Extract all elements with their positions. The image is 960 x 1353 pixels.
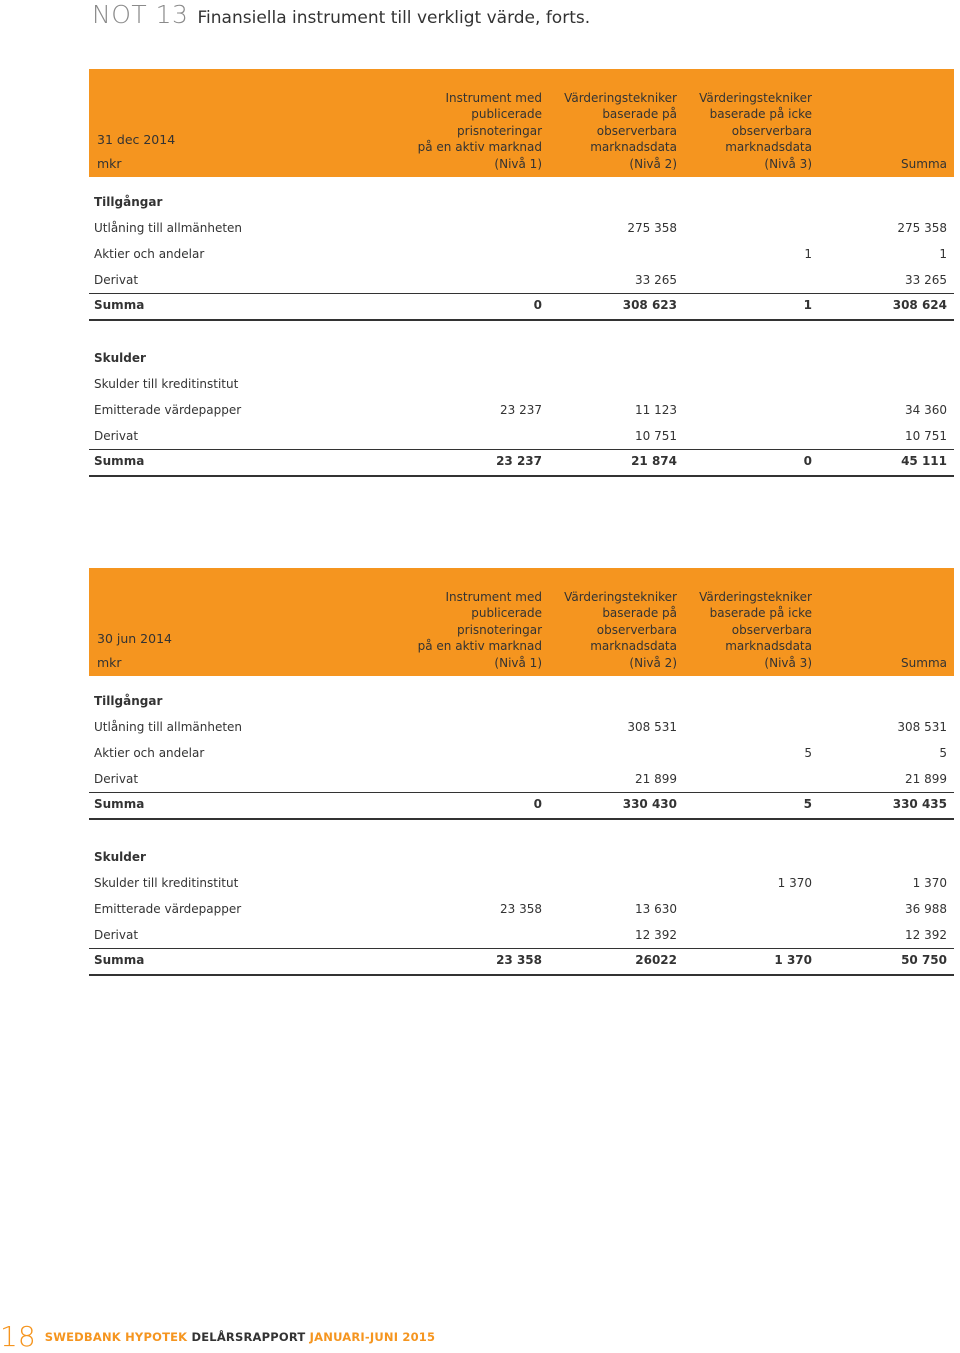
cell-n2: 10 751 (635, 429, 677, 443)
row-label: Aktier och andelar (94, 247, 205, 261)
header-level-3-line: (Nivå 3) (764, 655, 812, 670)
page-footer (0, 1320, 436, 1353)
row-label: Derivat (94, 273, 139, 287)
cell-n2: 26022 (635, 953, 677, 967)
table-row (89, 241, 954, 267)
cell-n4: 50 750 (901, 953, 947, 967)
cell-n2: 21 899 (635, 772, 677, 786)
cell-n3: 5 (803, 797, 812, 811)
footer-org: SWEDBANK HYPOTEK (44, 1329, 188, 1344)
header-level-1-line: på en aktiv marknad (417, 140, 542, 154)
sum-row (89, 449, 954, 477)
cell-n1: 0 (533, 298, 542, 312)
header-level-1-line: prisnoteringar (457, 622, 542, 637)
cell-n4: 5 (939, 746, 947, 760)
cell-n4: 36 988 (905, 902, 947, 916)
sum-row (89, 792, 954, 820)
header-level-2 (547, 589, 677, 672)
header-level-1-line: (Nivå 1) (494, 156, 542, 171)
cell-n4: 308 624 (892, 298, 947, 312)
header-level-2-line: Värderingstekniker (564, 90, 677, 105)
header-level-3-line: observerbara (731, 622, 812, 637)
footer-doc: DELÅRSRAPPORT (191, 1329, 306, 1344)
section-label: Tillgångar (94, 195, 163, 209)
header-level-1-line: publicerade (471, 606, 542, 620)
header-level-3 (682, 90, 812, 173)
header-level-3-line: Värderingstekniker (699, 90, 812, 105)
table-header (89, 568, 954, 676)
table-row (89, 397, 954, 423)
table-row (89, 922, 954, 948)
header-level-1 (382, 90, 542, 173)
row-label: Utlåning till allmänheten (94, 221, 243, 235)
cell-n3: 1 370 (777, 876, 812, 890)
cell-n4: 275 358 (897, 221, 947, 235)
cell-n1: 23 237 (500, 403, 542, 417)
row-label: Skulder till kreditinstitut (94, 377, 239, 391)
cell-n1: 23 358 (500, 902, 542, 916)
table-date: 30 jun 2014 (97, 630, 172, 646)
cell-n3: 0 (803, 454, 812, 468)
header-level-1-line: Instrument med (445, 90, 542, 105)
header-total: Summa (901, 655, 947, 670)
header-level-2-line: Värderingstekniker (564, 589, 677, 604)
cell-n1: 0 (533, 797, 542, 811)
sum-row (89, 293, 954, 321)
table-row (89, 870, 954, 896)
spacer (89, 177, 954, 189)
section-title (89, 688, 954, 714)
cell-n2: 308 531 (627, 720, 677, 734)
cell-n2: 21 874 (631, 454, 677, 468)
row-label: Utlåning till allmänheten (94, 720, 243, 734)
header-level-2-line: baserade på (602, 606, 677, 620)
cell-n4: 21 899 (905, 772, 947, 786)
cell-n2: 330 430 (622, 797, 677, 811)
cell-n1: 23 358 (496, 953, 542, 967)
header-level-2 (547, 90, 677, 173)
section-title (89, 844, 954, 870)
table-row (89, 766, 954, 792)
row-label: Summa (94, 953, 145, 967)
section-title (89, 189, 954, 215)
cell-n4: 308 531 (897, 720, 947, 734)
cell-n4: 330 435 (892, 797, 947, 811)
page-title (92, 0, 590, 30)
row-label: Emitterade värdepapper (94, 403, 242, 417)
spacer (89, 820, 954, 844)
cell-n1: 23 237 (496, 454, 542, 468)
table-row (89, 423, 954, 449)
cell-n2: 308 623 (622, 298, 677, 312)
header-level-3 (682, 589, 812, 672)
unit-label: mkr (97, 654, 122, 670)
table-row (89, 714, 954, 740)
row-label: Summa (94, 454, 145, 468)
header-level-3-line: Värderingstekniker (699, 589, 812, 604)
cell-n2: 13 630 (635, 902, 677, 916)
row-label: Summa (94, 797, 145, 811)
cell-n2: 11 123 (635, 403, 677, 417)
cell-n4: 12 392 (905, 928, 947, 942)
table-row (89, 896, 954, 922)
section-label: Skulder (94, 351, 146, 365)
footer-period: JANUARI-JUNI 2015 (309, 1329, 436, 1344)
section-title (89, 345, 954, 371)
row-label: Summa (94, 298, 145, 312)
row-label: Derivat (94, 429, 139, 443)
row-label: Derivat (94, 928, 139, 942)
header-level-3-line: baserade på icke (709, 606, 812, 620)
cell-n3: 1 (803, 298, 812, 312)
row-label: Derivat (94, 772, 139, 786)
table-row (89, 740, 954, 766)
header-level-3-line: observerbara (731, 123, 812, 138)
header-level-3-line: baserade på icke (709, 107, 812, 121)
header-level-1-line: (Nivå 1) (494, 655, 542, 670)
cell-n3: 5 (804, 746, 812, 760)
header-level-1-line: publicerade (471, 107, 542, 121)
note-title: Finansiella instrument till verkligt värde, forts. (197, 8, 591, 28)
row-label: Aktier och andelar (94, 746, 205, 760)
note-number: NOT 13 (92, 0, 189, 29)
header-level-3-line: marknadsdata (725, 140, 812, 154)
header-level-2-line: marknadsdata (590, 639, 677, 653)
header-level-2-line: observerbara (596, 622, 677, 637)
cell-n4: 1 370 (912, 876, 947, 890)
header-level-3-line: (Nivå 3) (764, 156, 812, 171)
cell-n4: 1 (939, 247, 947, 261)
cell-n4: 10 751 (905, 429, 947, 443)
section-label: Skulder (94, 850, 146, 864)
cell-n4: 34 360 (905, 403, 947, 417)
page-number: 18 (0, 1320, 36, 1353)
header-level-2-line: marknadsdata (590, 140, 677, 154)
header-level-1-line: Instrument med (445, 589, 542, 604)
table-date: 31 dec 2014 (97, 131, 176, 147)
footer-report-name (45, 1330, 435, 1344)
header-level-1-line: prisnoteringar (457, 123, 542, 138)
cell-n4: 45 111 (901, 454, 947, 468)
cell-n3: 1 (804, 247, 812, 261)
sum-row (89, 948, 954, 976)
spacer (89, 676, 954, 688)
header-level-3-line: marknadsdata (725, 639, 812, 653)
header-level-1 (382, 589, 542, 672)
cell-n2: 275 358 (627, 221, 677, 235)
cell-n4: 33 265 (905, 273, 947, 287)
unit-label: mkr (97, 155, 122, 171)
header-level-2-line: observerbara (596, 123, 677, 138)
row-label: Emitterade värdepapper (94, 902, 242, 916)
cell-n2: 33 265 (635, 273, 677, 287)
table-row (89, 267, 954, 293)
table-row (89, 371, 954, 397)
header-total: Summa (901, 156, 947, 171)
header-level-2-line: (Nivå 2) (629, 655, 677, 670)
section-label: Tillgångar (94, 694, 163, 708)
header-level-1-line: på en aktiv marknad (417, 639, 542, 653)
table-row (89, 215, 954, 241)
cell-n3: 1 370 (774, 953, 812, 967)
fair-value-table-jun-2014 (89, 568, 954, 976)
table-header (89, 69, 954, 177)
header-level-2-line: (Nivå 2) (629, 156, 677, 171)
fair-value-table-dec-2014 (89, 69, 954, 477)
cell-n2: 12 392 (635, 928, 677, 942)
row-label: Skulder till kreditinstitut (94, 876, 239, 890)
header-level-2-line: baserade på (602, 107, 677, 121)
spacer (89, 321, 954, 345)
